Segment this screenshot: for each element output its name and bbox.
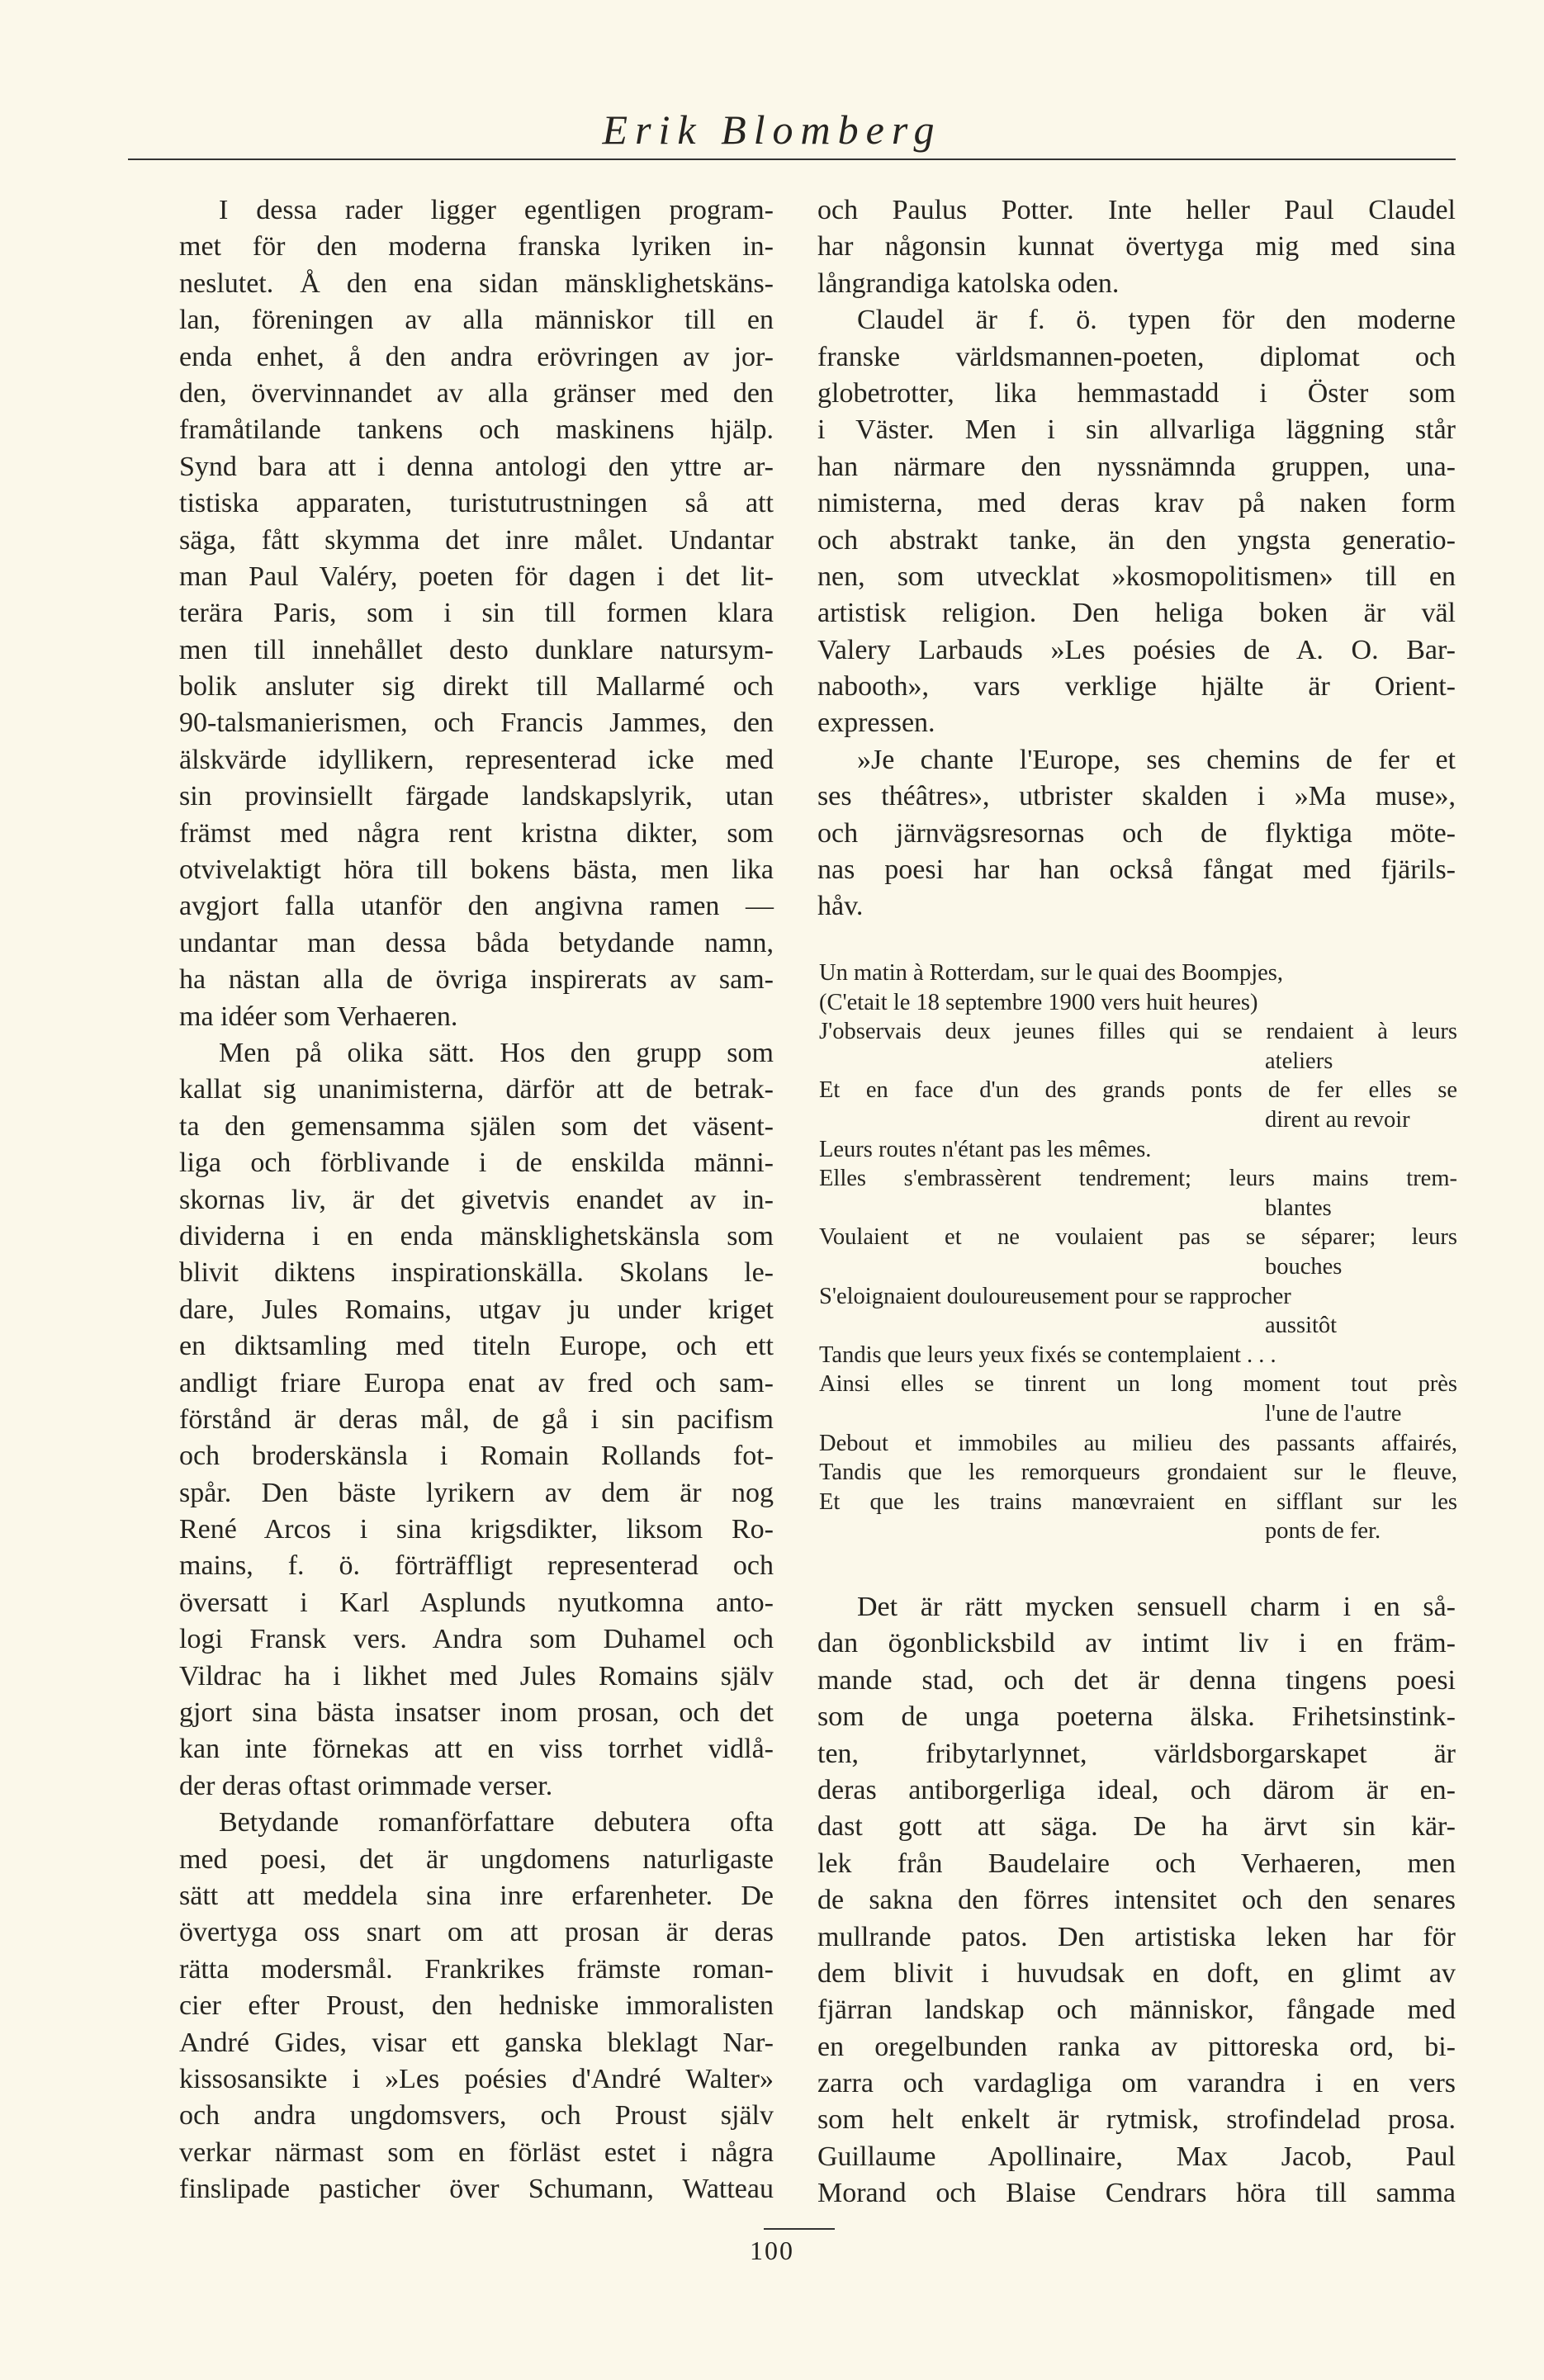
text-line: kallat sig unanimisterna, därför att de betrak- (179, 1074, 774, 1105)
poem-line: ponts de fer. (1265, 1518, 1381, 1545)
paragraph (179, 192, 774, 1035)
text-line: expressen. (817, 707, 935, 739)
text-line: René Arcos i sina krigsdikter, liksom Ro- (179, 1514, 774, 1545)
paragraph (817, 1589, 1456, 2212)
text-line: spår. Den bäste lyrikern av dem är nog (179, 1477, 774, 1508)
text-line: skornas liv, är det givetvis enandet av in- (179, 1184, 774, 1215)
text-line: som de unga poeterna älska. Frihetsinstink- (817, 1701, 1456, 1733)
text-line: der deras oftast orimmade verser. (179, 1770, 553, 1801)
poem-line: ateliers (1265, 1048, 1333, 1074)
text-line: fjärran landskap och människor, fångade med (817, 1994, 1456, 2026)
text-line: Det är rätt mycken sensuell charm i en så- (857, 1592, 1456, 1622)
right-column-bottom (817, 1589, 1456, 2212)
poem-line: Debout et immobiles au milieu des passants affairés, (819, 1430, 1457, 1456)
text-line: och andra ungdomsvers, och Proust själv (179, 2100, 774, 2132)
poem-line: J'observais deux jeunes filles qui se rendaient à leurs (819, 1019, 1457, 1045)
text-line: sätt att meddela sina inre erfarenheter. De (179, 1880, 774, 1911)
text-line: Valery Larbauds »Les poésies de A. O. Bar- (817, 634, 1456, 665)
poem-line: Ainsi elles se tinrent un long moment tout près (819, 1371, 1457, 1398)
text-line: nabooth», vars verklige hjälte är Orient- (817, 671, 1456, 703)
poem-line: Un matin à Rotterdam, sur le quai des Boompjes, (819, 960, 1283, 986)
text-line: André Gides, visar ett ganska bleklagt Nar- (179, 2027, 774, 2058)
text-line: undantar man dessa båda betydande namn, (179, 927, 774, 958)
text-line: och abstrakt tanke, än den yngsta generatio- (817, 524, 1456, 556)
text-line: zarra och vardagliga om varandra i en vers (817, 2068, 1456, 2099)
text-line: franske världsmannen-poeten, diplomat och (817, 341, 1456, 372)
text-line: som helt enkelt är rytmisk, strofindelad prosa. (817, 2104, 1456, 2136)
text-line: otvivelaktigt höra till bokens bästa, men lika (179, 854, 774, 886)
text-line: de sakna den förres intensitet och den senares (817, 1885, 1456, 1916)
left-column (179, 192, 774, 2207)
text-line: rätta modersmål. Frankrikes främste roman- (179, 1953, 774, 1985)
text-line: översatt i Karl Asplunds nyutkomna anto- (179, 1587, 774, 1618)
text-line: framåtilande tankens och maskinens hjälp. (179, 414, 774, 446)
page-number-rule (764, 2228, 835, 2230)
poem-line: Tandis que leurs yeux fixés se contemplaient . . . (819, 1341, 1276, 1368)
text-line: mullrande patos. Den artistiska leken har för (817, 1921, 1456, 1952)
text-line: nen, som utvecklat »kosmopolitismen» till en (817, 561, 1456, 592)
text-line: förstånd är deras mål, de gå i sin pacifism (179, 1403, 774, 1435)
text-line: den, övervinnandet av alla gränser med den (179, 377, 774, 409)
text-line: håv. (817, 891, 864, 922)
paragraph (179, 1035, 774, 1805)
text-line: men till innehållet desto dunklare natursym- (179, 634, 774, 665)
header-rule (128, 159, 1456, 160)
text-line: terära Paris, som i sin till formen klara (179, 598, 774, 629)
poem-line: aussitôt (1265, 1313, 1338, 1339)
poem-line: (C'etait le 18 septembre 1900 vers huit heures) (819, 989, 1258, 1015)
text-line: Betydande romanförfattare debutera ofta (219, 1807, 774, 1838)
text-line: med poesi, det är ungdomens naturligaste (179, 1843, 774, 1875)
text-line: mande stad, och det är denna tingens poesi (817, 1664, 1456, 1696)
text-line: dem blivit i huvudsak en doft, en glimt av (817, 1957, 1456, 1989)
text-line: logi Fransk vers. Andra som Duhamel och (179, 1624, 774, 1655)
text-line: bolik ansluter sig direkt till Mallarmé och (179, 671, 774, 703)
right-column-top (817, 192, 1456, 925)
text-line: älskvärde idyllikern, representerad icke med (179, 744, 774, 775)
text-line: dan ögonblicksbild av intimt liv i en främ- (817, 1628, 1456, 1659)
text-line: ten, fribytarlynnet, världsborgarskapet är (817, 1738, 1456, 1769)
text-line: nas poesi har han också fångat med fjärils- (817, 854, 1456, 886)
text-line: har någonsin kunnat övertyga mig med sina (817, 231, 1456, 263)
text-line: artistisk religion. Den heliga boken är väl (817, 598, 1456, 629)
text-line: ta den gemensamma själen som det väsent- (179, 1110, 774, 1142)
poem-line: Et en face d'un des grands ponts de fer elles se (819, 1077, 1457, 1104)
text-line: övertyga oss snart om att prosan är deras (179, 1917, 774, 1948)
text-line: dast gott att säga. De ha ärvt sin kär- (817, 1811, 1456, 1843)
text-line: avgjort falla utanför den angivna ramen — (179, 891, 774, 922)
text-line: blivit diktens inspirationskälla. Skolans le- (179, 1257, 774, 1289)
text-line: och järnvägsresornas och de flyktiga möte- (817, 817, 1456, 849)
poem-line: dirent au revoir (1265, 1106, 1410, 1133)
text-line: dare, Jules Romains, utgav ju under kriget (179, 1294, 774, 1325)
text-line: cier efter Proust, den hedniske immoralisten (179, 1990, 774, 2022)
text-line: deras antiborgerliga ideal, och därom är en- (817, 1774, 1456, 1805)
poem-line: Elles s'embrassèrent tendrement; leurs mains trem- (819, 1166, 1457, 1192)
text-line: ma idéer som Verhaeren. (179, 1001, 458, 1032)
text-line: liga och förblivande i de enskilda männi- (179, 1147, 774, 1179)
text-line: ses théâtres», utbrister skalden i »Ma muse», (817, 781, 1456, 812)
text-line: och Paulus Potter. Inte heller Paul Claudel (817, 195, 1456, 225)
text-line: Synd bara att i denna antologi den yttre ar- (179, 451, 774, 482)
paragraph (179, 1805, 774, 2207)
text-line: i Väster. Men i sin allvarliga läggning står (817, 414, 1456, 446)
text-line: Men på olika sätt. Hos den grupp som (219, 1037, 774, 1068)
text-line: en diktsamling med titeln Europe, och ett (179, 1331, 774, 1362)
text-line: en oregelbunden ranka av pittoreska ord, bi- (817, 2031, 1456, 2062)
poem-line: Leurs routes n'étant pas les mêmes. (819, 1136, 1152, 1162)
text-line: säga, fått skymma det inre målet. Undantar (179, 524, 774, 556)
text-line: 90-talsmanierismen, och Francis Jammes, den (179, 707, 774, 739)
text-line: lan, föreningen av alla människor till en (179, 305, 774, 336)
text-line: andligt friare Europa enat av fred och sam- (179, 1367, 774, 1398)
text-line: och broderskänsla i Romain Rollands fot- (179, 1441, 774, 1472)
text-line: globetrotter, lika hemmastadd i Öster som (817, 377, 1456, 409)
text-line: dividerna i en enda mänsklighetskänsla som (179, 1220, 774, 1252)
poem-line: blantes (1265, 1195, 1332, 1221)
text-line: neslutet. Å den ena sidan mänsklighetskäns- (179, 267, 774, 299)
poem-line: Voulaient et ne voulaient pas se séparer; leurs (819, 1224, 1457, 1251)
text-line: sin provinsiellt färgade landskapslyrik, utan (179, 781, 774, 812)
poem-line: l'une de l'autre (1265, 1400, 1402, 1427)
text-line: enda enhet, å den andra erövringen av jor- (179, 341, 774, 372)
text-line: tistiska apparaten, turistutrustningen så att (179, 488, 774, 519)
running-title: Erik Blomberg (602, 106, 942, 153)
text-line: kan inte förnekas att en viss torrhet vidlå- (179, 1734, 774, 1765)
text-line: främst med några rent kristna dikter, som (179, 817, 774, 849)
text-line: gjort sina bästa insatser inom prosan, och det (179, 1697, 774, 1729)
text-line: ha nästan alla de övriga inspirerats av sam- (179, 964, 774, 996)
text-line: Vildrac ha i likhet med Jules Romains själv (179, 1660, 774, 1692)
text-line: långrandiga katolska oden. (817, 267, 1120, 299)
text-line: Claudel är f. ö. typen för den moderne (857, 305, 1456, 336)
text-line: Guillaume Apollinaire, Max Jacob, Paul (817, 2141, 1456, 2172)
paragraph (817, 302, 1456, 742)
poem-line: S'eloignaient douloureusement pour se rapprocher (819, 1283, 1291, 1309)
paragraph (817, 742, 1456, 925)
text-line: han närmare den nyssnämnda gruppen, una- (817, 451, 1456, 482)
text-line: Morand och Blaise Cendrars höra till samma (817, 2178, 1456, 2209)
text-line: finslipade pasticher över Schumann, Watteau (179, 2174, 774, 2205)
text-line: »Je chante l'Europe, ses chemins de fer et (857, 744, 1456, 775)
page-number: 100 (750, 2236, 794, 2265)
text-line: I dessa rader ligger egentligen program- (219, 195, 774, 225)
text-line: kissosansikte i »Les poésies d'André Walter» (179, 2063, 774, 2094)
text-line: mains, f. ö. förträffligt representerad och (179, 1550, 774, 1582)
paragraph (817, 192, 1456, 302)
poem-quotation (819, 958, 1457, 1546)
text-line: nimisterna, med deras krav på naken form (817, 488, 1456, 519)
poem-line: Et que les trains manœvraient en sifflant sur les (819, 1488, 1457, 1515)
text-line: met för den moderna franska lyriken in- (179, 231, 774, 263)
poem-line: Tandis que les remorqueurs grondaient sur le fleuve, (819, 1460, 1457, 1486)
poem-line: bouches (1265, 1253, 1343, 1280)
text-line: verkar närmast som en förläst estet i några (179, 2136, 774, 2168)
text-line: man Paul Valéry, poeten för dagen i det lit- (179, 561, 774, 592)
text-line: lek från Baudelaire och Verhaeren, men (817, 1848, 1456, 1879)
